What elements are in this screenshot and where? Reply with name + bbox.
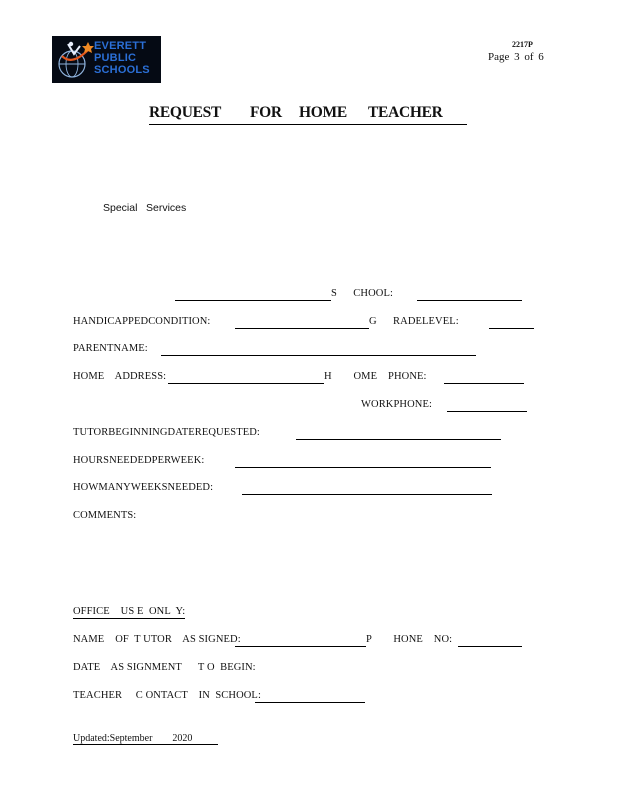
department-special: Special bbox=[103, 202, 138, 214]
grade-level-label: G RADELEVEL: bbox=[369, 316, 459, 327]
everett-public-schools-logo bbox=[52, 36, 161, 83]
hours-needed-field[interactable] bbox=[235, 467, 491, 468]
tutor-phone-field[interactable] bbox=[458, 646, 522, 647]
home-phone-label: H OME PHONE: bbox=[324, 371, 427, 382]
handicapped-condition-field[interactable] bbox=[235, 328, 369, 329]
document-code: 2217P bbox=[512, 40, 533, 49]
student-name-field[interactable] bbox=[175, 300, 331, 301]
handicapped-condition-label: HANDICAPPEDCONDITION: bbox=[73, 316, 211, 327]
work-phone-field[interactable] bbox=[447, 411, 527, 412]
tutor-assigned-label: NAME OF T UTOR AS SIGNED: bbox=[73, 634, 241, 645]
logo-text-schools: SCHOOLS bbox=[94, 64, 150, 76]
home-address-label: HOME ADDRESS: bbox=[73, 371, 167, 382]
logo-text-everett: EVERETT bbox=[94, 40, 147, 52]
grade-level-field[interactable] bbox=[489, 328, 534, 329]
title-word-teacher: TEACHER bbox=[368, 104, 443, 121]
logo-text-public: PUBLIC bbox=[94, 52, 137, 64]
hours-needed-label: HOURSNEEDEDPERWEEK: bbox=[73, 455, 205, 466]
title-word-request: REQUEST bbox=[149, 104, 221, 121]
tutor-beginning-date-label: TUTORBEGINNINGDATEREQUESTED: bbox=[73, 427, 260, 438]
comments-label: COMMENTS: bbox=[73, 510, 137, 521]
parent-name-field[interactable] bbox=[161, 355, 476, 356]
teacher-contact-label: TEACHER C ONTACT IN SCHOOL: bbox=[73, 690, 261, 701]
department-services: Services bbox=[146, 202, 187, 214]
updated-date: Updated:September 2020 bbox=[73, 733, 218, 745]
tutor-phone-label: P HONE NO: bbox=[366, 634, 453, 645]
work-phone-label: WORKPHONE: bbox=[361, 399, 432, 410]
home-phone-field[interactable] bbox=[444, 383, 524, 384]
title-word-home: HOME bbox=[299, 104, 347, 121]
school-label: S CHOOL: bbox=[331, 288, 393, 299]
tutor-assigned-field[interactable] bbox=[235, 646, 366, 647]
weeks-needed-label: HOWMANYWEEKSNEEDED: bbox=[73, 482, 214, 493]
office-use-only-heading: OFFICE US E ONL Y: bbox=[73, 606, 186, 617]
tutor-beginning-date-field[interactable] bbox=[296, 439, 501, 440]
home-address-field[interactable] bbox=[168, 383, 324, 384]
page-number: Page 3 of 6 bbox=[488, 51, 544, 63]
teacher-contact-field[interactable] bbox=[255, 702, 365, 703]
school-field[interactable] bbox=[417, 300, 522, 301]
parent-name-label: PARENTNAME: bbox=[73, 343, 148, 354]
assignment-begin-date-label: DATE AS SIGNMENT T O BEGIN: bbox=[73, 662, 256, 673]
title-word-for: FOR bbox=[250, 104, 282, 121]
page-title bbox=[149, 104, 467, 125]
weeks-needed-field[interactable] bbox=[242, 494, 492, 495]
